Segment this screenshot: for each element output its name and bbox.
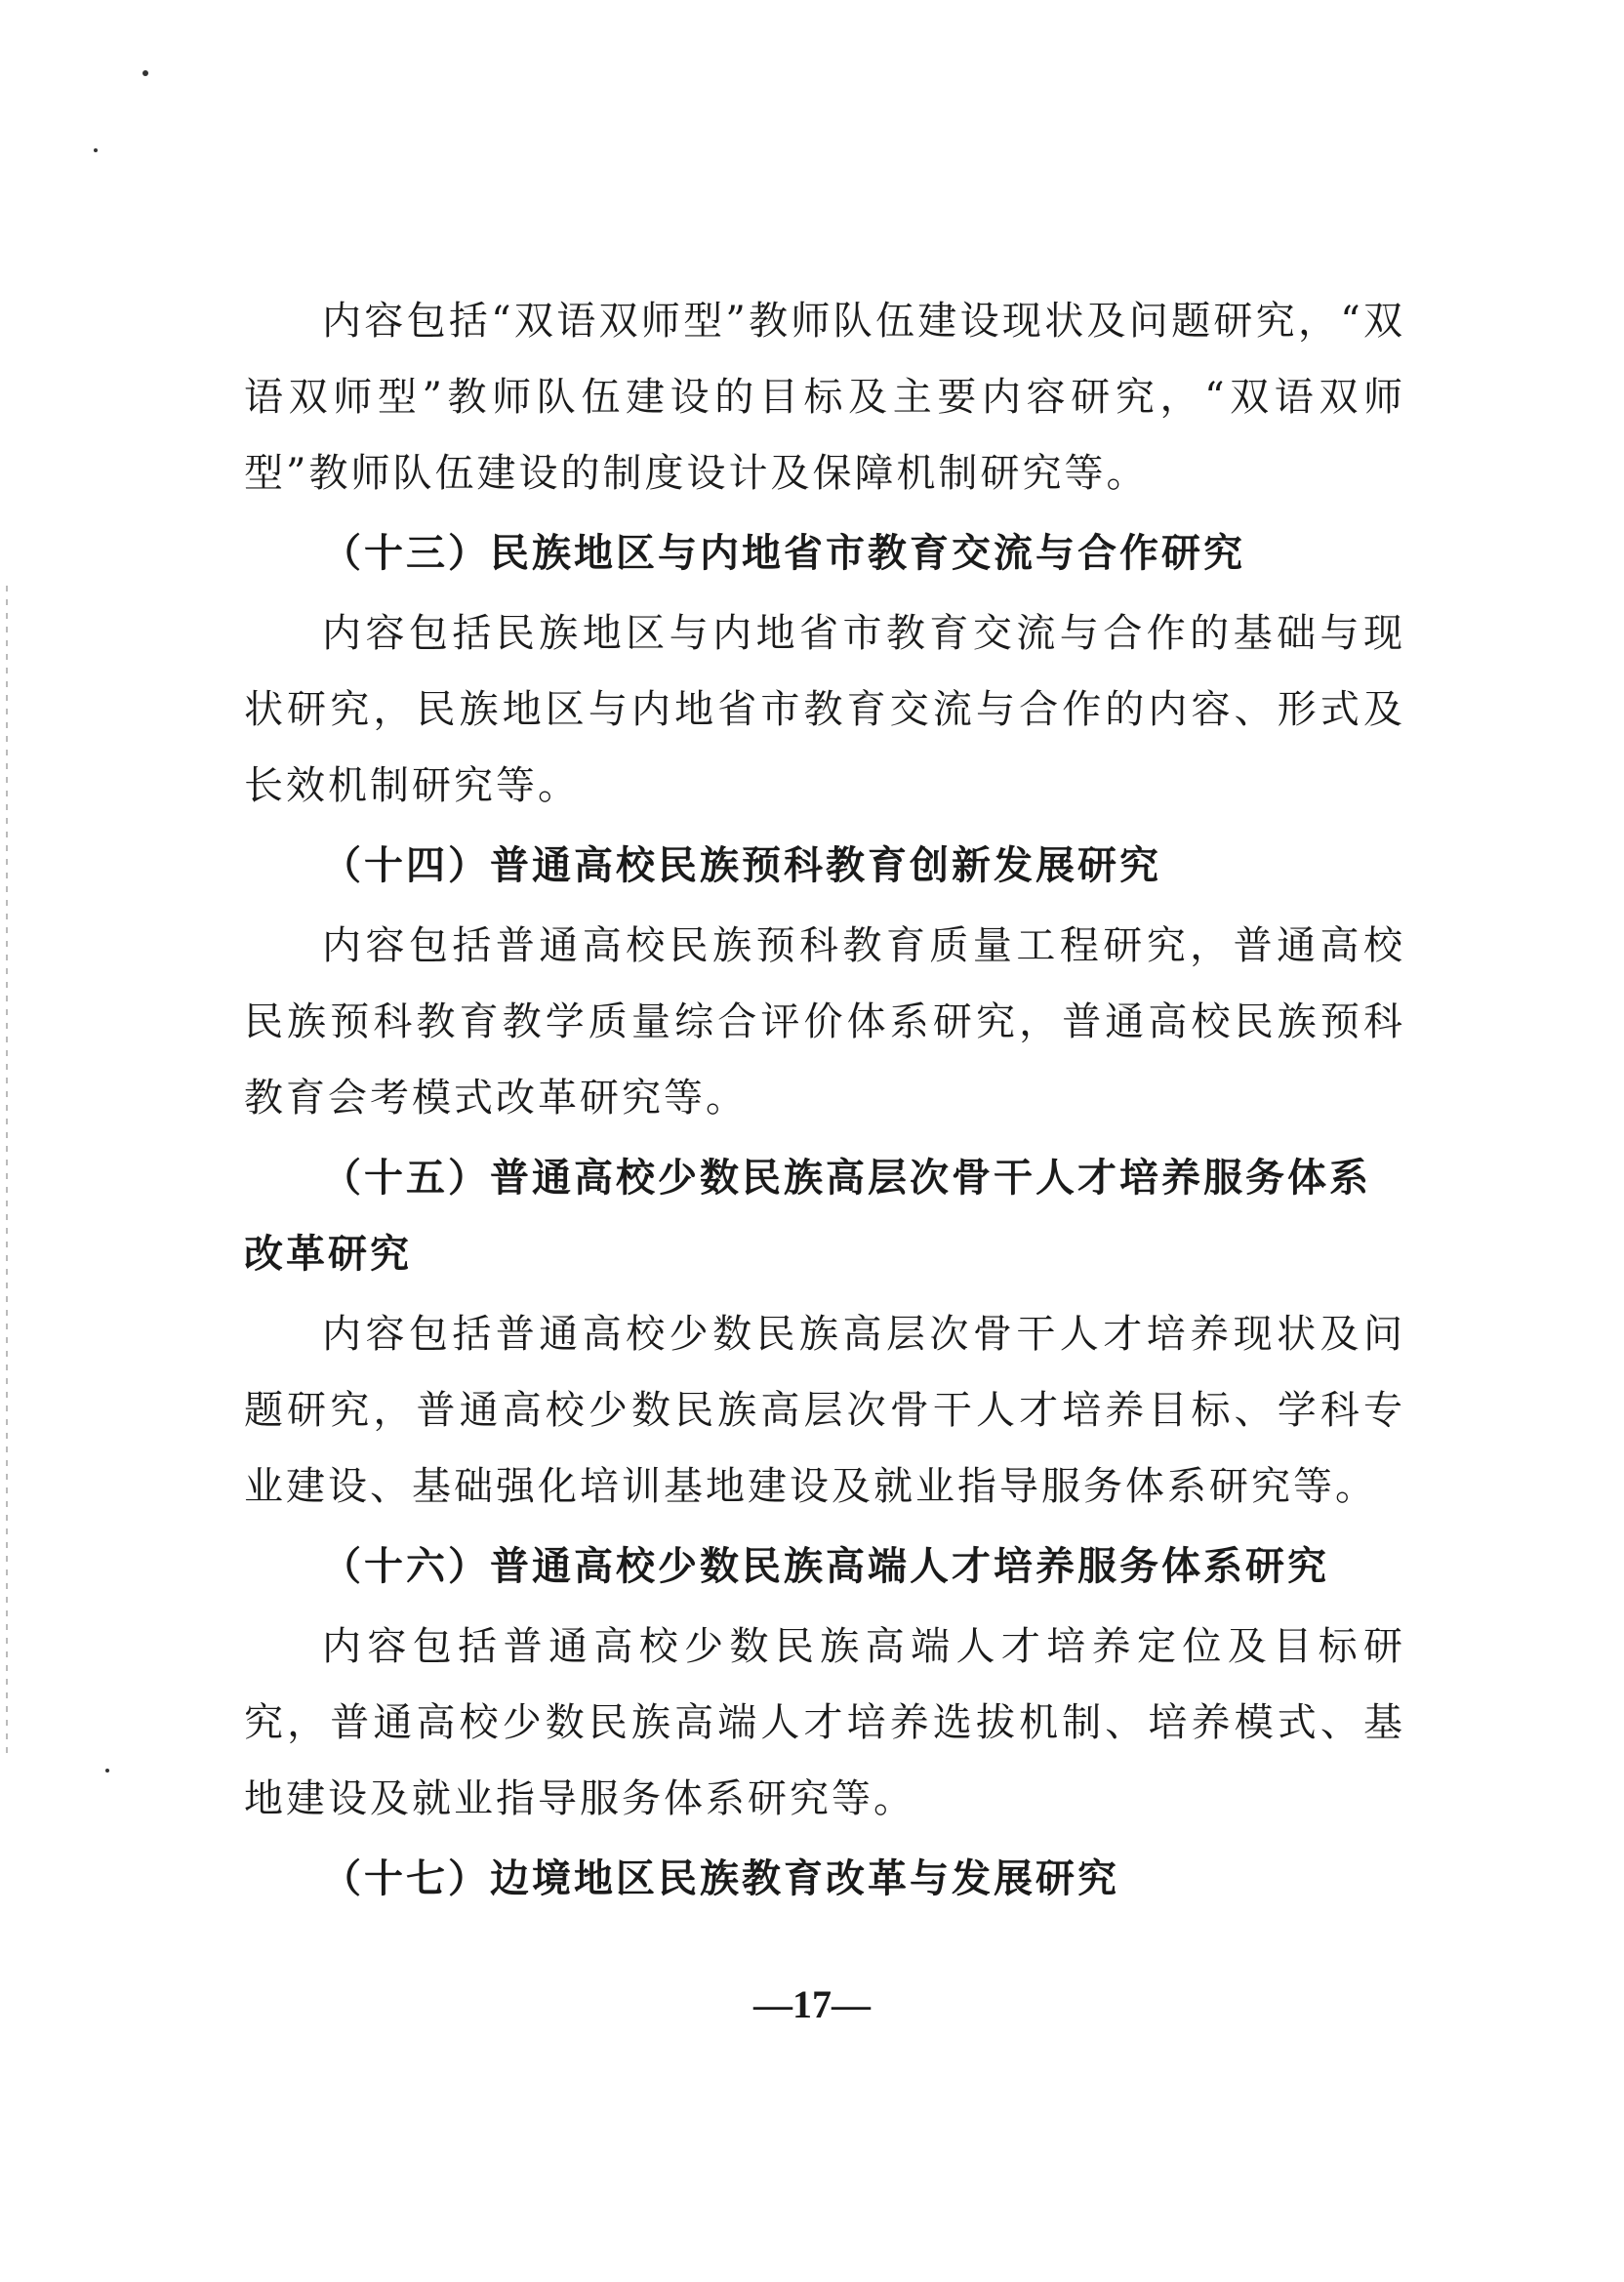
section-heading: （十三）民族地区与内地省市教育交流与合作研究 [322, 530, 1245, 576]
page-number: —17— [753, 1982, 871, 2026]
document-body [244, 283, 1405, 1921]
section-heading: （十五）普通高校少数民族高层次骨干人才培养服务体系改革研究 [244, 1155, 1371, 1277]
paragraph: 内容包括普通高校少数民族高层次骨干人才培养现状及问题研究，普通高校少数民族高层次骨干人才培养目标、学科专业建设、基础强化培训基地建设及就业指导服务体系研究等。 [244, 1312, 1405, 1509]
paragraph: 内容包括普通高校少数民族高端人才培养定位及目标研究，普通高校少数民族高端人才培养选拔机制、培养模式、基地建设及就业指导服务体系研究等。 [244, 1624, 1405, 1821]
paragraph: 内容包括“双语双师型”教师队伍建设现状及问题研究，“双语双师型”教师队伍建设的目标及主要内容研究，“双语双师型”教师队伍建设的制度设计及保障机制研究等。 [244, 299, 1405, 496]
section-heading: （十七）边境地区民族教育改革与发展研究 [322, 1855, 1119, 1901]
scan-speck [142, 70, 148, 76]
scan-edge-mark [6, 586, 8, 1757]
paragraph: 内容包括民族地区与内地省市教育交流与合作的基础与现状研究，民族地区与内地省市教育交流与合作的内容、形式及长效机制研究等。 [244, 611, 1405, 808]
section-heading: （十六）普通高校少数民族高端人才培养服务体系研究 [322, 1543, 1329, 1589]
scan-speck [94, 148, 98, 152]
section-heading: （十四）普通高校民族预科教育创新发展研究 [322, 842, 1161, 888]
scan-speck [105, 1769, 109, 1773]
paragraph: 内容包括普通高校民族预科教育质量工程研究，普通高校民族预科教育教学质量综合评价体系研究，普通高校民族预科教育会考模式改革研究等。 [244, 923, 1405, 1121]
